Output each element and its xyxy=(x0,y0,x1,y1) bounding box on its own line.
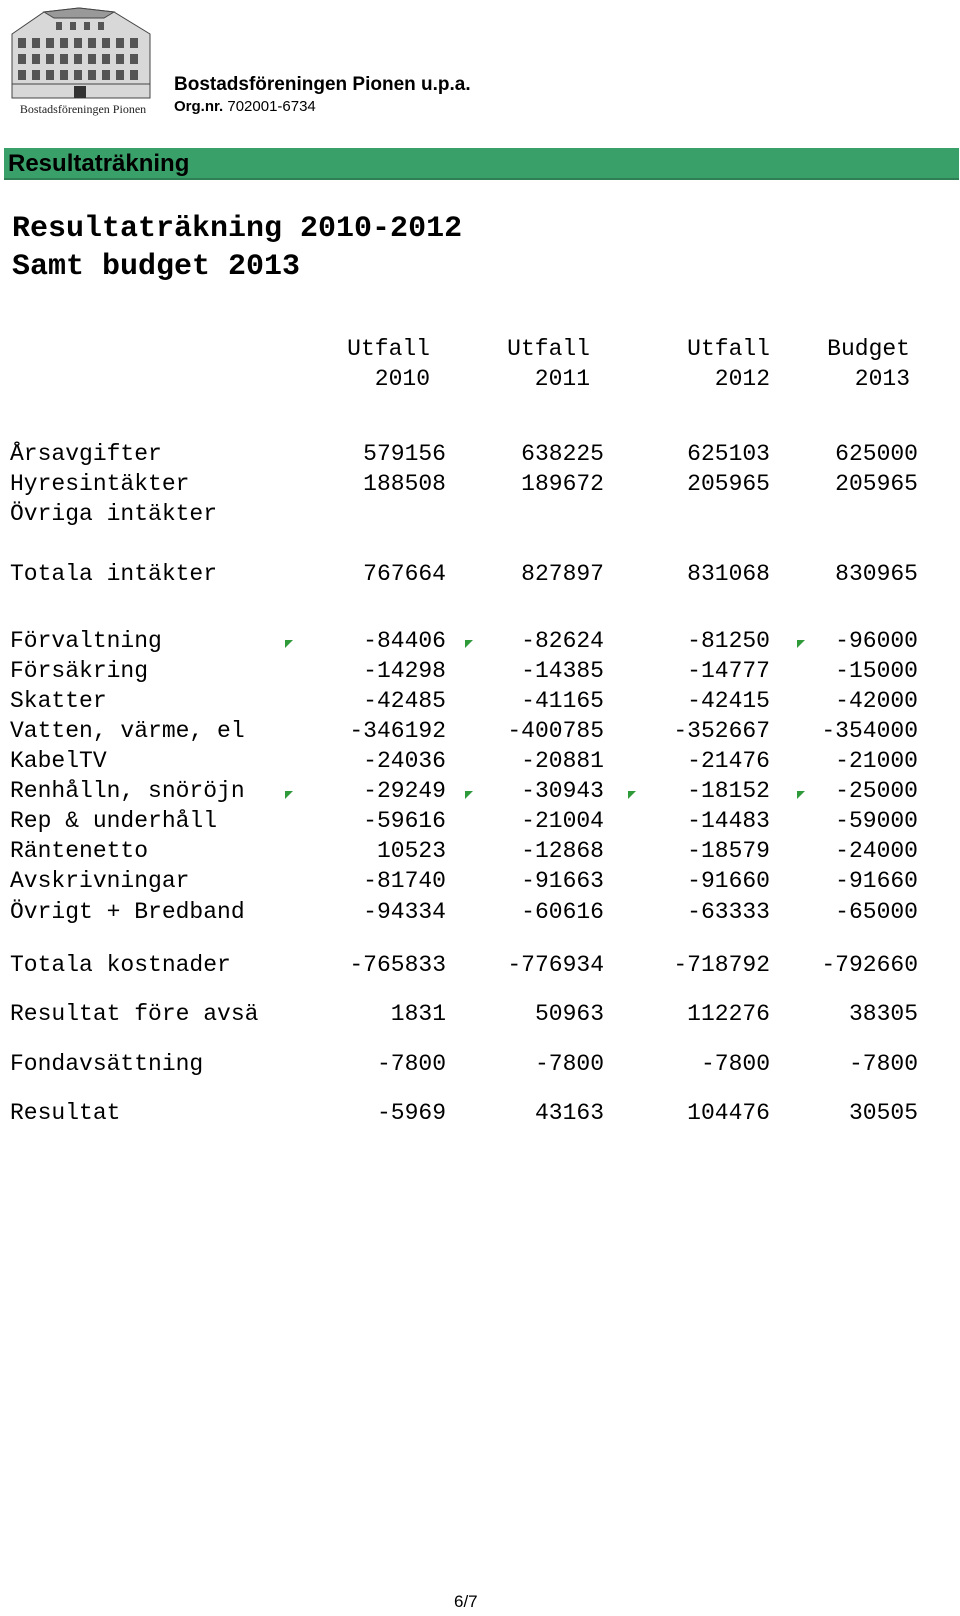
cell-2011: -82624 xyxy=(521,628,604,654)
comment-marker-icon[interactable] xyxy=(465,640,473,648)
org-nr-value: 702001-6734 xyxy=(227,98,316,115)
section-title: Resultaträkning xyxy=(8,150,190,177)
org-nr-label: Org.nr. xyxy=(174,98,224,115)
table-row xyxy=(10,718,950,748)
cell-2011: -7800 xyxy=(534,1051,604,1077)
cell-2011: 189672 xyxy=(521,471,604,497)
cell-2012: -42415 xyxy=(687,688,770,714)
page-number: 6/7 xyxy=(454,1592,478,1611)
cell-2013: -96000 xyxy=(835,628,918,654)
row-label: Skatter xyxy=(10,688,107,714)
cell-2012: -7800 xyxy=(700,1051,770,1077)
table-row-result-before xyxy=(10,1001,950,1031)
column-header-2010 xyxy=(300,334,430,394)
table-row xyxy=(10,688,950,718)
column-header-line2: 2013 xyxy=(854,366,910,392)
row-label: Resultat före avsä xyxy=(10,1001,259,1027)
cell-2010: -29249 xyxy=(363,778,446,804)
cell-2011: -30943 xyxy=(521,778,604,804)
column-header-line2: 2010 xyxy=(374,366,430,392)
cell-2011: -776934 xyxy=(507,952,604,978)
row-label: Räntenetto xyxy=(10,838,149,864)
row-label: Resultat xyxy=(10,1100,121,1126)
column-header-2012 xyxy=(640,334,770,394)
cell-2012: 112276 xyxy=(687,1001,770,1027)
cell-2010: 10523 xyxy=(376,838,446,864)
cell-2013: -91660 xyxy=(835,868,918,894)
table-row xyxy=(10,808,950,838)
cell-2013: 830965 xyxy=(835,561,918,587)
building-illustration-icon xyxy=(4,4,154,100)
cell-2010: 767664 xyxy=(363,561,446,587)
report-title xyxy=(12,210,462,286)
cell-2012: 831068 xyxy=(687,561,770,587)
row-label: Rep & underhåll xyxy=(10,808,218,834)
row-label: Totala kostnader xyxy=(10,952,231,978)
table-row xyxy=(10,501,950,531)
cell-2010: -42485 xyxy=(363,688,446,714)
cell-2011: 638225 xyxy=(521,441,604,467)
cell-2011: -12868 xyxy=(521,838,604,864)
cell-2011: -400785 xyxy=(507,718,604,744)
cell-2012: -91660 xyxy=(687,868,770,894)
cell-2013: -42000 xyxy=(835,688,918,714)
cell-2012: -81250 xyxy=(687,628,770,654)
cell-2012: -18579 xyxy=(687,838,770,864)
table-row xyxy=(10,778,950,808)
table-row xyxy=(10,658,950,688)
cell-2013: -24000 xyxy=(835,838,918,864)
report-title-line1: Resultaträkning 2010-2012 xyxy=(12,212,463,246)
cell-2013: -65000 xyxy=(835,899,918,925)
cell-2013: -21000 xyxy=(835,748,918,774)
table-row xyxy=(10,838,950,868)
cell-2010: 579156 xyxy=(363,441,446,467)
report-title-line2: Samt budget 2013 xyxy=(12,250,301,284)
cell-2012: 625103 xyxy=(687,441,770,467)
cell-2011: -41165 xyxy=(521,688,604,714)
comment-marker-icon[interactable] xyxy=(465,791,473,799)
cell-2012: -63333 xyxy=(687,899,770,925)
cell-2010: 1831 xyxy=(390,1001,446,1027)
cell-2010: -14298 xyxy=(363,658,446,684)
logo xyxy=(4,4,154,116)
row-label: Renhålln, snöröjn xyxy=(10,778,245,804)
table-row xyxy=(10,868,950,898)
table-row-result xyxy=(10,1100,950,1130)
column-header-2013 xyxy=(780,334,910,394)
column-header-line2: 2011 xyxy=(534,366,590,392)
cell-2010: -59616 xyxy=(363,808,446,834)
cell-2013: 30505 xyxy=(848,1100,918,1126)
table-row xyxy=(10,628,950,658)
cell-2012: -14483 xyxy=(687,808,770,834)
comment-marker-icon[interactable] xyxy=(285,791,293,799)
comment-marker-icon[interactable] xyxy=(628,791,636,799)
comment-marker-icon[interactable] xyxy=(797,640,805,648)
cell-2011: -21004 xyxy=(521,808,604,834)
cell-2012: -18152 xyxy=(687,778,770,804)
column-header-2011 xyxy=(460,334,590,394)
cell-2010: -84406 xyxy=(363,628,446,654)
row-label: Fondavsättning xyxy=(10,1051,204,1077)
section-header-bar xyxy=(4,148,959,180)
cell-2012: -14777 xyxy=(687,658,770,684)
row-label: Försäkring xyxy=(10,658,149,684)
cell-2010: -24036 xyxy=(363,748,446,774)
cell-2013: 625000 xyxy=(835,441,918,467)
column-header-line1: Utfall xyxy=(347,336,430,362)
comment-marker-icon[interactable] xyxy=(285,640,293,648)
cell-2011: -14385 xyxy=(521,658,604,684)
cell-2010: -346192 xyxy=(349,718,446,744)
cell-2011: -20881 xyxy=(521,748,604,774)
column-header-line1: Utfall xyxy=(507,336,590,362)
cell-2013: -354000 xyxy=(821,718,918,744)
cell-2010: -81740 xyxy=(363,868,446,894)
cell-2010: 188508 xyxy=(363,471,446,497)
cell-2010: -765833 xyxy=(349,952,446,978)
row-label: KabelTV xyxy=(10,748,107,774)
table-row xyxy=(10,899,950,929)
table-row-total xyxy=(10,952,950,982)
cell-2011: 827897 xyxy=(521,561,604,587)
cell-2013: -59000 xyxy=(835,808,918,834)
row-label: Förvaltning xyxy=(10,628,162,654)
table-row xyxy=(10,748,950,778)
table-row xyxy=(10,471,950,501)
cell-2012: -21476 xyxy=(687,748,770,774)
cell-2013: 205965 xyxy=(835,471,918,497)
row-label: Totala intäkter xyxy=(10,561,218,587)
row-label: Övriga intäkter xyxy=(10,501,218,527)
cell-2012: -718792 xyxy=(673,952,770,978)
cell-2013: -25000 xyxy=(835,778,918,804)
cell-2010: -7800 xyxy=(376,1051,446,1077)
cell-2012: 205965 xyxy=(687,471,770,497)
cell-2012: 104476 xyxy=(687,1100,770,1126)
row-label: Vatten, värme, el xyxy=(10,718,245,744)
cell-2011: -91663 xyxy=(521,868,604,894)
organization-name: Bostadsföreningen Pionen u.p.a. xyxy=(174,74,471,95)
cell-2012: -352667 xyxy=(673,718,770,744)
cell-2013: -15000 xyxy=(835,658,918,684)
cell-2013: -792660 xyxy=(821,952,918,978)
table-row xyxy=(10,1051,950,1081)
column-header-line1: Utfall xyxy=(687,336,770,362)
cell-2013: -7800 xyxy=(848,1051,918,1077)
row-label: Hyresintäkter xyxy=(10,471,190,497)
cell-2010: -94334 xyxy=(363,899,446,925)
column-header-line1: Budget xyxy=(827,336,910,362)
table-row xyxy=(10,441,950,471)
row-label: Övrigt + Bredband xyxy=(10,899,245,925)
comment-marker-icon[interactable] xyxy=(797,791,805,799)
cell-2010: -5969 xyxy=(376,1100,446,1126)
column-header-line2: 2012 xyxy=(714,366,770,392)
cell-2011: 50963 xyxy=(534,1001,604,1027)
cell-2013: 38305 xyxy=(848,1001,918,1027)
organization-number xyxy=(174,98,316,115)
row-label: Årsavgifter xyxy=(10,441,162,467)
row-label: Avskrivningar xyxy=(10,868,190,894)
cell-2011: 43163 xyxy=(534,1100,604,1126)
logo-caption: Bostadsföreningen Pionen xyxy=(19,102,147,116)
table-row-total xyxy=(10,561,950,591)
cell-2011: -60616 xyxy=(521,899,604,925)
